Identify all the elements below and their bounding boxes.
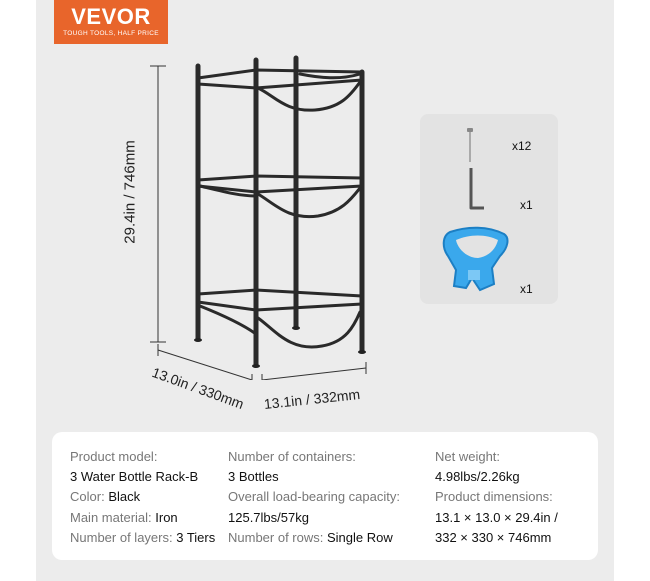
screw-icon — [464, 128, 476, 164]
spec-row — [70, 528, 215, 548]
vevor-logo — [54, 0, 168, 44]
spec-column-1 — [70, 447, 215, 548]
spec-label: Overall load-bearing capacity: — [228, 489, 400, 505]
spec-row — [70, 467, 215, 487]
spec-value: 4.98lbs/2.26kg — [435, 469, 520, 485]
spec-label: Net weight: — [435, 449, 501, 464]
spec-value: Black — [108, 489, 141, 505]
allen-key-quantity: x1 — [520, 198, 533, 212]
water-bottle-rack-illustration — [130, 50, 380, 380]
product-specifications-card — [52, 432, 598, 560]
spec-row — [435, 467, 558, 487]
spec-row — [228, 447, 400, 467]
spec-row — [70, 508, 215, 528]
spec-value: Single Row — [327, 529, 393, 545]
height-dimension-label: 29.4in / 746mm — [121, 140, 139, 244]
allen-key-icon — [466, 166, 488, 216]
spec-value: 332 × 330 × 746mm — [435, 529, 552, 545]
screw-quantity: x12 — [512, 139, 532, 153]
spec-label: Product model: — [70, 449, 158, 464]
spec-row — [228, 487, 400, 507]
spec-label: Number of layers: — [70, 529, 173, 545]
spec-value: 3 Bottles — [228, 469, 279, 485]
spec-row — [228, 467, 400, 487]
spec-value: Iron — [155, 509, 178, 525]
bottle-handle-quantity: x1 — [520, 282, 533, 296]
spec-column-2 — [228, 447, 400, 548]
spec-label: Number of containers: — [228, 449, 356, 464]
spec-value: 125.7lbs/57kg — [228, 509, 309, 525]
depth-dimension-label: 13.0in / 330mm — [149, 363, 247, 413]
spec-row — [435, 447, 558, 467]
logo-tagline: TOUGH TOOLS, HALF PRICE — [63, 30, 159, 37]
spec-label: Main material: — [70, 509, 152, 525]
spec-row — [435, 487, 558, 507]
spec-value: 3 Tiers — [176, 529, 216, 545]
spec-row — [228, 508, 400, 528]
spec-value: 3 Water Bottle Rack-B — [70, 469, 199, 485]
spec-value: 13.1 × 13.0 × 29.4in / — [435, 509, 558, 525]
logo-brand: VEVOR — [71, 4, 151, 29]
spec-row — [435, 528, 558, 548]
spec-row — [70, 447, 215, 467]
spec-label: Product dimensions: — [435, 489, 553, 505]
width-dimension-label: 13.1in / 332mm — [263, 386, 361, 412]
spec-column-3 — [435, 447, 558, 548]
left-margin — [0, 0, 36, 581]
spec-label: Number of rows: — [228, 529, 324, 545]
spec-row — [435, 508, 558, 528]
right-margin — [614, 0, 650, 581]
spec-row — [70, 487, 215, 507]
bottle-handle-icon — [438, 226, 512, 294]
spec-label: Color: — [70, 489, 105, 505]
accessories-box — [420, 114, 558, 304]
spec-row — [228, 528, 400, 548]
